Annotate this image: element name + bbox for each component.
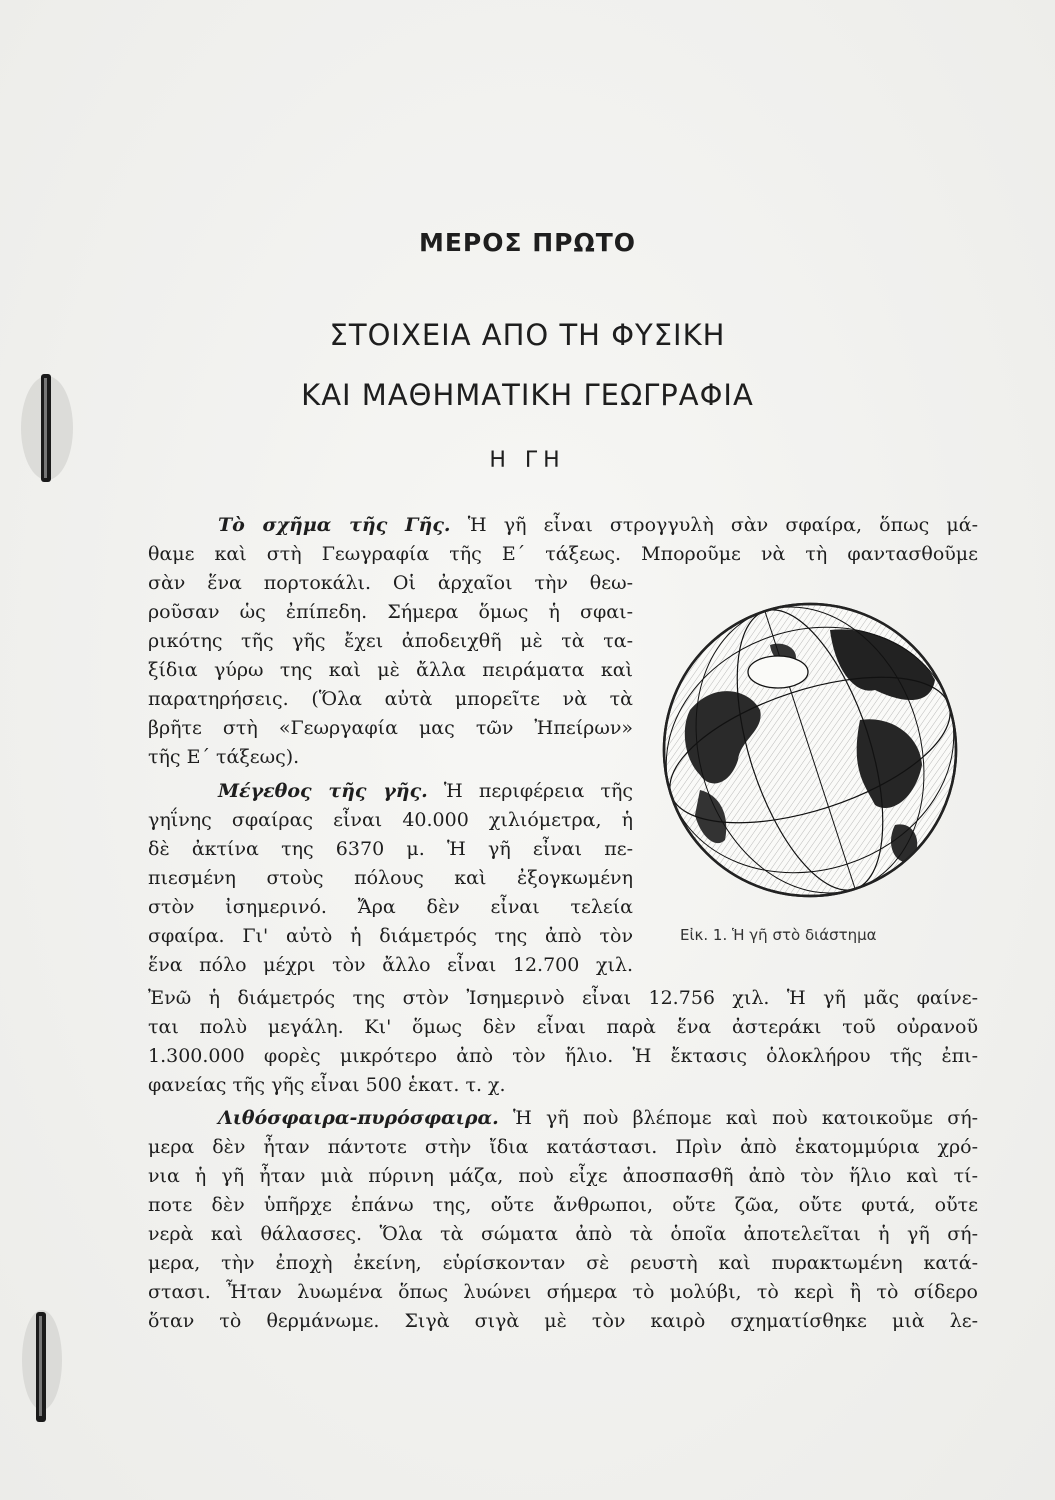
paragraph-line: ξίδια γύρω της καὶ μὲ ἄλλα πειράματα καὶ (148, 659, 633, 681)
paragraph-line: νερὰ καὶ θάλασσες. Ὅλα τὰ σώματα ἀπὸ τὰ ὁποῖα ἀποτελεῖται ἡ γῆ σή- (148, 1223, 978, 1245)
paragraph-line: μερα δὲν ἦταν πάντοτε στὴν ἴδια κατάστασι. Πρὶν ἀπὸ ἑκατομμύρια χρό- (148, 1136, 978, 1158)
paragraph-line: μερα, τὴν ἐποχὴ ἐκείνη, εὑρίσκονταν σὲ ρευστὴ καὶ πυρακτωμένη κατά- (148, 1252, 978, 1274)
section-heading: Τὸ σχῆμα τῆς Γῆς. (218, 514, 451, 536)
paragraph-line: ὅταν τὸ θερμάνωμε. Σιγὰ σιγὰ μὲ τὸν καιρὸ σχηματίσθηκε μιὰ λε- (148, 1310, 978, 1332)
paragraph-line: πιεσμένη στοὺς πόλους καὶ ἐξογκωμένη (148, 867, 633, 889)
paragraph-line: ἕνα πόλο μέχρι τὸν ἄλλο εἶναι 12.700 χιλ. (148, 954, 633, 976)
figure-caption: Εἰκ. 1. Ἡ γῆ στὸ διάστημα (680, 926, 877, 944)
paragraph-line: βρῆτε στὴ «Γεωργαφία μας τῶν Ἠπείρων» (148, 717, 633, 739)
main-title-line-2: ΚΑΙ ΜΑΘΗΜΑΤΙΚΗ ΓΕΩΓΡΑΦΙΑ (301, 378, 754, 412)
paragraph-line: ποτε δὲν ὑπῆρχε ἐπάνω της, οὔτε ἄνθρωποι, οὔτε ζῶα, οὔτε φυτά, οὔτε (148, 1194, 978, 1216)
paragraph-line: ροῦσαν ὡς ἐπίπεδη. Σήμερα ὅμως ἡ σφαι- (148, 601, 633, 623)
globe-illustration (660, 600, 960, 900)
paragraph-line: νια ἡ γῆ ἦταν μιὰ πύρινη μάζα, ποὺ εἶχε ἀποσπασθῆ ἀπὸ τὸν ἥλιο καὶ τί- (148, 1165, 978, 1187)
paragraph-line: ται πολὺ μεγάλη. Κι' ὅμως δὲν εἶναι παρὰ ἕνα ἀστεράκι τοῦ οὐρανοῦ (148, 1016, 978, 1038)
paragraph-line: γηΐνης σφαίρας εἶναι 40.000 χιλιόμετρα, ἡ (148, 809, 633, 831)
paragraph-line: Λιθόσφαιρα-πυρόσφαιρα. Ἡ γῆ ποὺ βλέπομε καὶ ποὺ κατοικοῦμε σή- (218, 1107, 978, 1129)
staple-bottom (18, 1300, 68, 1430)
paragraph-line: θαμε καὶ στὴ Γεωγραφία τῆς Ε΄ τάξεως. Μποροῦμε νὰ τὴ φαντασθοῦμε (148, 543, 978, 565)
paragraph-line: δὲ ἀκτίνα της 6370 μ. Ἡ γῆ εἶναι πε- (148, 838, 633, 860)
chapter-title: Η ΓΗ (489, 448, 566, 473)
paragraph-line: στασι. Ἦταν λυωμένα ὅπως λυώνει σήμερα τὸ μολύβι, τὸ κερὶ ἢ τὸ σίδερο (148, 1281, 978, 1303)
paragraph-line: ρικότης τῆς γῆς ἔχει ἀποδειχθῆ μὲ τὰ τα- (148, 630, 633, 652)
paragraph-line: σὰν ἕνα πορτοκάλι. Οἱ ἀρχαῖοι τὴν θεω- (148, 572, 633, 594)
staple-top (15, 368, 75, 488)
paragraph-line: φανείας τῆς γῆς εἶναι 500 ἑκατ. τ. χ. (148, 1074, 506, 1096)
paragraph-line: παρατηρήσεις. (Ὅλα αὐτὰ μπορεῖτε νὰ τὰ (148, 688, 633, 710)
paragraph-line: στὸν ἰσημερινό. Ἄρα δὲν εἶναι τελεία (148, 896, 633, 918)
paragraph-line: τῆς Ε΄ τάξεως). (148, 746, 300, 768)
paragraph-line: Μέγεθος τῆς γῆς. Ἡ περιφέρεια τῆς (218, 780, 634, 802)
paragraph-line: σφαίρα. Γι' αὐτὸ ἡ διάμετρός της ἀπὸ τὸν (148, 925, 633, 947)
section-heading: Λιθόσφαιρα-πυρόσφαιρα. (218, 1107, 499, 1129)
part-title: ΜΕΡΟΣ ΠΡΩΤΟ (418, 228, 637, 257)
main-title-line-1: ΣΤΟΙΧΕΙΑ ΑΠΟ ΤΗ ΦΥΣΙΚΗ (329, 318, 726, 352)
paragraph-line: Τὸ σχῆμα τῆς Γῆς. Ἡ γῆ εἶναι στρογγυλὴ σὰν σφαίρα, ὅπως μά- (218, 514, 978, 536)
paragraph-line: Ἐνῶ ἡ διάμετρός της στὸν Ἰσημερινὸ εἶναι 12.756 χιλ. Ἡ γῆ μᾶς φαίνε- (148, 987, 978, 1009)
paragraph-line: 1.300.000 φορὲς μικρότερο ἀπὸ τὸν ἥλιο. Ἡ ἔκτασις ὁλοκλήρου τῆς ἐπι- (148, 1045, 978, 1067)
section-heading: Μέγεθος τῆς γῆς. (218, 780, 428, 802)
